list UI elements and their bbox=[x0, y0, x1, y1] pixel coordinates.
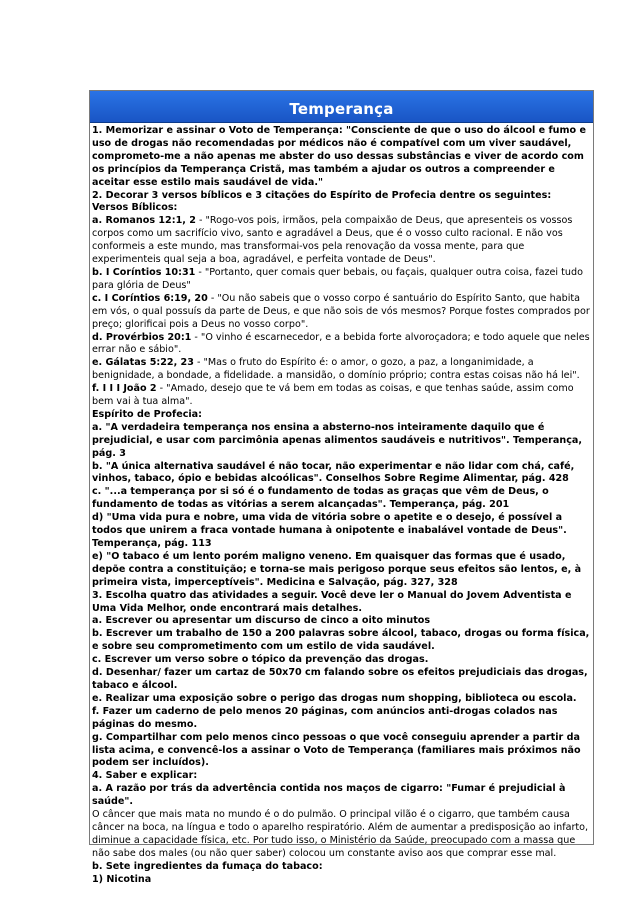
verse-item bbox=[92, 215, 591, 267]
prophecy-quote: c. "...a temperança por si só é o fundamento de todas as graças que vêm de Deus, o fundamento de todas as vitórias a serem alcançadas". Temperança, pág. 201 bbox=[92, 486, 549, 511]
verse-reference: c. I Coríntios 6:19, 20 bbox=[92, 292, 208, 304]
prophecy-quote: e) "O tabaco é um lento porém maligno veneno. Em quaisquer das formas que é usado, depõe contra a constituição; e torna-se mais perigoso porque seus efeitos são lentos, e, à primeira vista, imperceptíveis". Medicina e Salvação, pág. 327, 328 bbox=[92, 550, 582, 588]
activity-item: f. Fazer um caderno de pelo menos 20 páginas, com anúncios anti-drogas colados nas páginas do mesmo. bbox=[92, 705, 558, 730]
verse-item bbox=[92, 357, 591, 383]
prophecy-quote: a. "A verdadeira temperança nos ensina a absterno-nos inteiramente daquilo que é prejudicial, e usar com parcimônia apenas alimentos saudáveis e nutritivos". Temperança, pág. 3 bbox=[92, 421, 582, 459]
prophecy-quote: d) "Uma vida pura e nobre, uma vida de vitória sobre o apetite e o desejo, é possível a todos que unirem a fraca vontade humana à onipotente e inabalável vontade de Deus". Temperança, pág. 113 bbox=[92, 512, 567, 549]
document-body bbox=[90, 123, 593, 886]
document-frame bbox=[89, 90, 594, 885]
verse-text: - "Mas o fruto do Espírito é: o amor, o gozo, a paz, a longanimidade, a benignidade, a bondade, a fidelidade. a mansidão, o domínio próprio; contra estas coisas não há lei". bbox=[92, 357, 580, 382]
activity-item: e. Realizar uma exposição sobre o perigo das drogas num shopping, biblioteca ou escola. bbox=[92, 692, 577, 704]
verse-text: - "O vinho é escarnecedor, e a bebida forte alvoroçadora; e todo aquele que neles errar não e sábio". bbox=[92, 331, 590, 356]
activity-item: b. Escrever um trabalho de 150 a 200 palavras sobre álcool, tabaco, drogas ou forma física, e sobre seu comprometimento com um estilo de vida saudável. bbox=[92, 628, 590, 653]
verse-text: - "Portanto, quer comais quer bebais, ou façais, qualquer outra coisa, fazei tudo para glória de Deus" bbox=[92, 266, 583, 291]
explain-answer: O câncer que mais mata no mundo é o do pulmão. O principal vilão é o cigarro, que também causa câncer na boca, na língua e todo o aparelho respiratório. Além de aumentar a predisposição ao infarto, diminue a capacidade física, etc. Por tudo isso, o Ministério da Saúde, preocupado com a massa que não sabe dos males (ou não quer saber) colocou um constante aviso aos que comprar esse mal. bbox=[92, 809, 589, 859]
verse-reference: b. I Coríntios 10:31 bbox=[92, 266, 196, 278]
verse-text: - "Ou não sabeis que o vosso corpo é santuário do Espírito Santo, que habita em vós, o qual possuís da parte de Deus, e que não sois de vós mesmos? Porque fostes comprados por preço; glorificai pois a Deus no vosso corpo". bbox=[92, 292, 590, 330]
verse-reference: d. Provérbios 20:1 bbox=[92, 331, 192, 343]
explain-heading: 4. Saber e explicar: bbox=[92, 770, 198, 782]
pledge-paragraph: 1. Memorizar e assinar o Voto de Temperança: "Consciente de que o uso do álcool e fumo e uso de drogas não recomendadas por médicos não é compatível com um viver saudável, comprometo-me a não apenas me abster do uso dessas substâncias e viver de acordo com os princípios da Temperança Cristã, mas também a ajudar os outros a compreender e aceitar esse estilo mais saudável de vida." bbox=[92, 125, 586, 188]
bible-verses-heading: Versos Bíblicos: bbox=[92, 202, 178, 214]
prophecy-quote: b. "A única alternativa saudável é não tocar, não experimentar e não lidar com chá, café, vinhos, tabaco, ópio e bebidas alcoólicas". Conselhos Sobre Regime Alimentar, pág. 428 bbox=[92, 460, 575, 485]
verse-reference: a. Romanos 12:1, 2 bbox=[92, 215, 196, 227]
page-title: Temperança bbox=[90, 91, 593, 123]
activity-item: d. Desenhar/ fazer um cartaz de 50x70 cm falando sobre os efeitos prejudiciais das drogas, tabaco e álcool. bbox=[92, 667, 588, 691]
memorize-instruction: 2. Decorar 3 versos bíblicos e 3 citações do Espírito de Profecia dentre os seguintes: bbox=[92, 189, 552, 201]
ingredient-item: 1) Nicotina bbox=[92, 873, 152, 885]
activity-item: c. Escrever um verso sobre o tópico da prevenção das drogas. bbox=[92, 654, 429, 666]
verse-text: - "Rogo-vos pois, irmãos, pela compaixão de Deus, que apresenteis os vossos corpos como um sacrifício vivo, santo e agradável a Deus, que é o vosso culto racional. E não vos conformeis a este mundo, mas transformai-vos pela renovação da vossa mente, para que experimenteis qual seja a boa, agradável, e perfeita vontade de Deus". bbox=[92, 215, 573, 266]
verse-item bbox=[92, 383, 591, 409]
verse-reference: e. Gálatas 5:22, 23 bbox=[92, 357, 194, 369]
activity-item: a. Escrever ou apresentar um discurso de cinco a oito minutos bbox=[92, 615, 431, 627]
prophecy-heading: Espírito de Profecia: bbox=[92, 408, 202, 420]
explain-item: b. Sete ingredientes da fumaça do tabaco: bbox=[92, 860, 323, 872]
verse-item bbox=[92, 332, 591, 358]
activities-instruction: 3. Escolha quatro das atividades a seguir. Você deve ler o Manual do Jovem Adventista e Uma Vida Melhor, onde encontrará mais detalhes. bbox=[92, 589, 572, 614]
verse-item bbox=[92, 267, 591, 293]
activity-item: g. Compartilhar com pelo menos cinco pessoas o que você conseguiu aprender a partir da lista acima, e convencê-los a assinar o Voto de Temperança (familiares mais próximos não podem ser incluídos). bbox=[92, 731, 581, 769]
verse-text: - "Amado, desejo que te vá bem em todas as coisas, e que tenhas saúde, assim como bem vai à tua alma". bbox=[92, 383, 574, 408]
explain-item: a. A razão por trás da advertência contida nos maços de cigarro: "Fumar é prejudicial à saúde". bbox=[92, 783, 566, 808]
verse-reference: f. I I I João 2 bbox=[92, 383, 157, 395]
verse-item bbox=[92, 293, 591, 332]
